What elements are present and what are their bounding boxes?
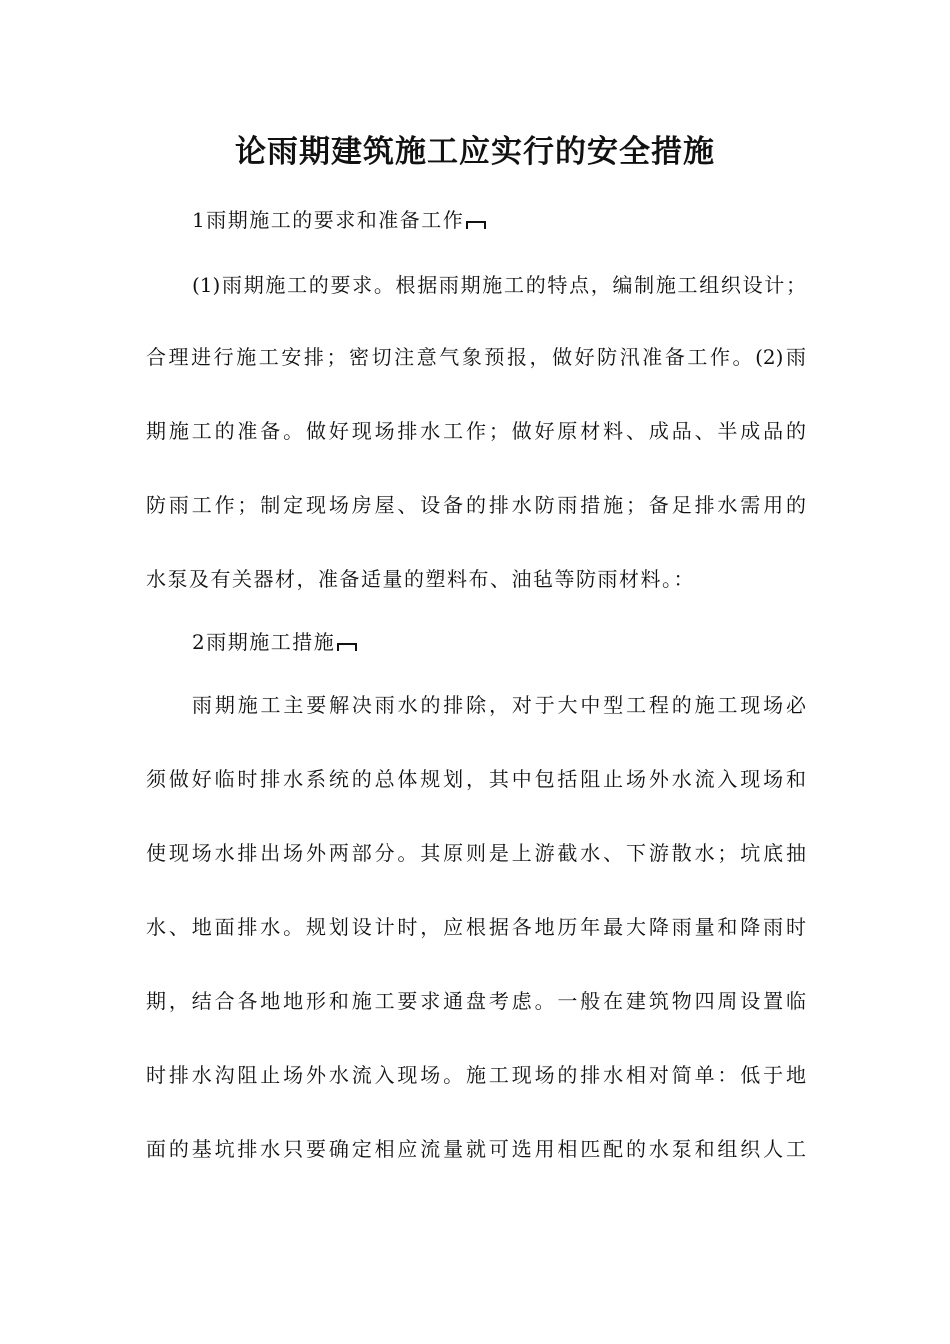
paragraph-line: 期，结合各地地形和施工要求通盘考虑。一般在建筑物四周设置临 [146,989,806,1013]
section-heading-text: 1雨期施工的要求和准备工作 [192,208,465,232]
paragraph-line: 合理进行施工安排；密切注意气象预报，做好防汛准备工作。(2)雨 [146,345,806,369]
section-heading-1 [192,205,806,235]
paragraph-line: 水、地面排水。规划设计时，应根据各地历年最大降雨量和降雨时 [146,915,806,939]
paragraph-line: (1)雨期施工的要求。根据雨期施工的特点，编制施工组织设计； [192,273,806,297]
paragraph-line: 防雨工作；制定现场房屋、设备的排水防雨措施；备足排水需用的 [146,493,806,517]
page-title: 论雨期建筑施工应实行的安全措施 [235,134,715,170]
bracket-mark-icon [466,221,486,229]
paragraph-line: 须做好临时排水系统的总体规划，其中包括阻止场外水流入现场和 [146,767,806,791]
paragraph-line: 水泵及有关器材，准备适量的塑料布、油毡等防雨材料。： [146,567,695,591]
paragraph-line: 面的基坑排水只要确定相应流量就可选用相匹配的水泵和组织人工 [146,1137,806,1161]
paragraph-line: 使现场水排出场外两部分。其原则是上游截水、下游散水；坑底抽 [146,841,806,865]
paragraph-line: 时排水沟阻止场外水流入现场。施工现场的排水相对简单：低于地 [146,1063,806,1087]
section-heading-text: 2雨期施工措施 [192,630,336,654]
section-heading-2 [192,627,806,657]
paragraph-line: 期施工的准备。做好现场排水工作；做好原材料、成品、半成品的 [146,419,806,443]
paragraph-line: 雨期施工主要解决雨水的排除，对于大中型工程的施工现场必 [192,693,806,717]
bracket-mark-icon [337,643,357,651]
